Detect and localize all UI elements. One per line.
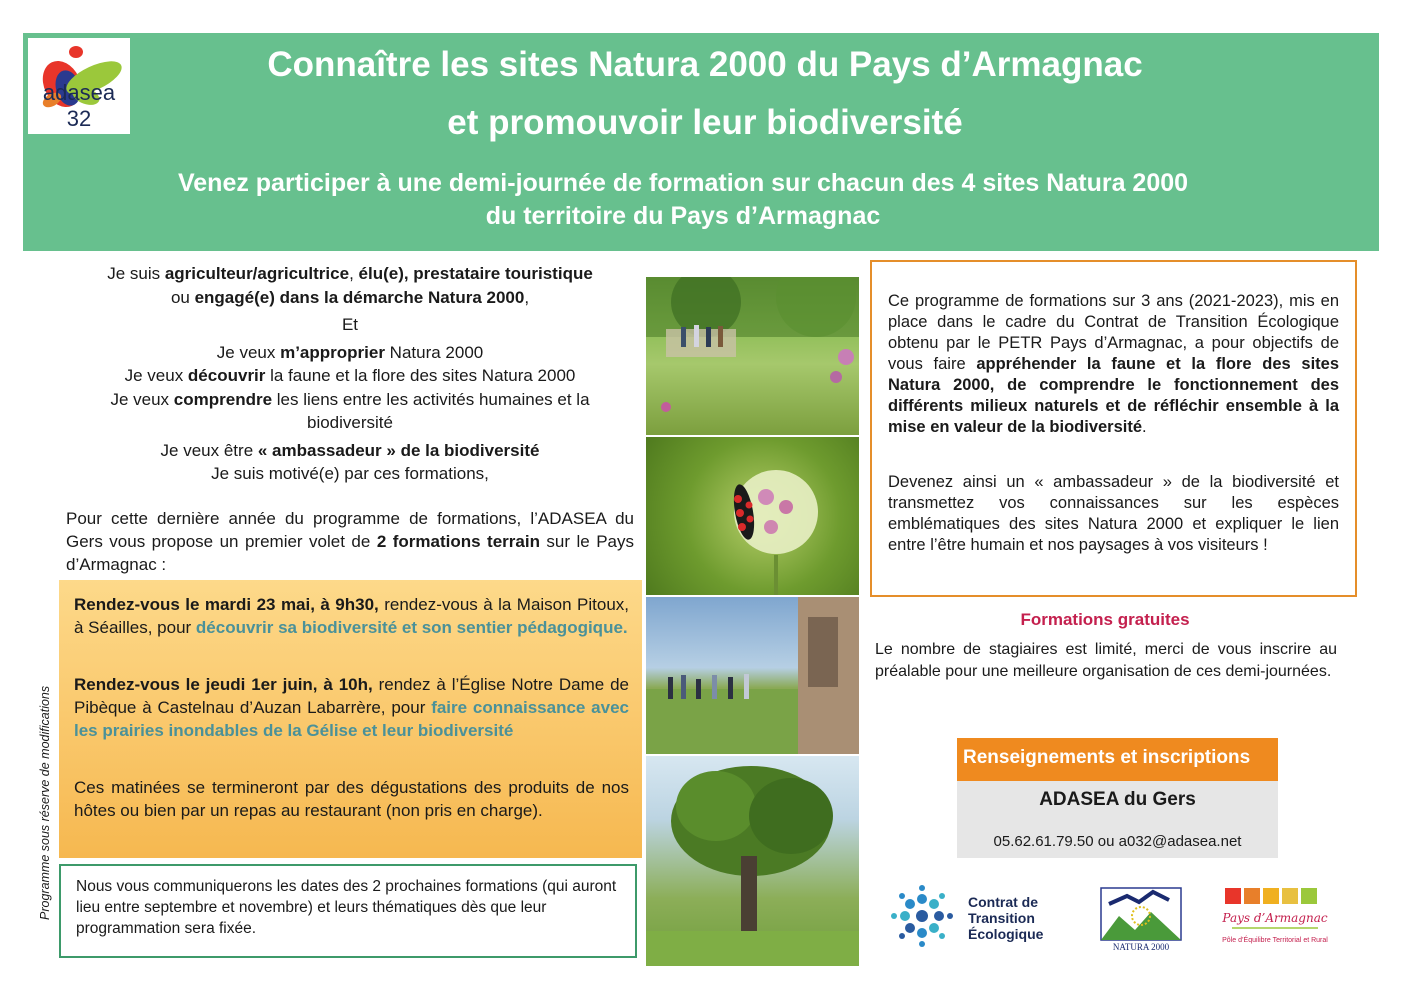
photo-field-visit bbox=[646, 597, 859, 754]
intro-line: Je suis agriculteur/agricultrice, élu(e), prestataire touristique bbox=[107, 264, 593, 283]
session-1: Rendez-vous le mardi 23 mai, à 9h30, rendez-vous à la Maison Pitoux, à Séailles, pour découvrir sa biodiversité et son sentier pédagogique. bbox=[74, 595, 629, 637]
intro-line: ou engagé(e) dans la démarche Natura 2000, bbox=[170, 287, 530, 307]
info-contact[interactable]: 05.62.61.79.50 ou a032@adasea.net bbox=[993, 833, 1242, 850]
intro-line: Je veux m’approprier Natura 2000 bbox=[216, 342, 484, 362]
ctef-flower-icon bbox=[882, 884, 962, 948]
main-title-line-2: et promouvoir leur biodiversité bbox=[447, 103, 963, 142]
info-header: Renseignements et inscriptions bbox=[957, 738, 1278, 781]
intro-line: Je suis motivé(e) par ces formations, bbox=[211, 464, 489, 483]
pays-sublabel: Pôle d’Équilibre Territorial et Rural bbox=[1222, 937, 1328, 944]
intro-block bbox=[60, 262, 640, 486]
vertical-disclaimer: Programme sous réserve de modifications bbox=[38, 685, 52, 920]
adasea-logo bbox=[28, 38, 130, 134]
main-title-line-1: Connaître les sites Natura 2000 du Pays d’Armagnac bbox=[267, 45, 1143, 84]
free-text: Le nombre de stagiaires est limité, merci de vous inscrire au préalable pour une meilleure organisation de ces demi-journées. bbox=[875, 641, 1337, 680]
program-description: Ce programme de formations sur 3 ans (2021-2023), mis en place dans le cadre du Contrat de Transition Écologique obtenu par le PETR Pays d’Armagnac, a pour objectifs de vous faire appréhender la faune et la flore des sites Natura 2000, de comprendre le fonctionnement des différents milieux naturels et de réfléchir ensemble à la mise en valeur de la biodiversité. bbox=[888, 292, 1339, 436]
intro-line: Je veux comprendre les liens entre les activités humaines et la biodiversité bbox=[110, 389, 590, 432]
ambassador-text: Devenez ainsi un « ambassadeur » de la biodiversité et transmettez vos connaissances sur les espèces emblématiques des sites Natura 2000 et expliquer le lien entre l’être humain et nos paysages à vos visiteurs ! bbox=[888, 473, 1339, 554]
next-dates-text: Nous vous communiquerons les dates des 2 prochaines formations (qui auront lieu entre septembre et novembre) et leurs thématiques dès que leur programmation sera fixée. bbox=[76, 878, 617, 937]
natura-label: NATURA 2000 bbox=[1112, 942, 1170, 952]
ctef-text: Contrat de Transition Écologique bbox=[968, 894, 1044, 942]
session-2: Rendez-vous le jeudi 1er juin, à 10h, rendez à l’Église Notre Dame de Pibèque à Castelnau d’Auzan Labarrère, pour faire connaissance avec les prairies inondables de la Gélise et leur biodiversité bbox=[74, 675, 629, 740]
intro-line: Je veux découvrir la faune et la flore des sites Natura 2000 bbox=[124, 366, 576, 385]
subtitle-line-1: Venez participer à une demi-journée de formation sur chacun des 4 sites Natura 2000 bbox=[177, 169, 1189, 197]
tasting-note: Ces matinées se termineront par des dégustations des produits de nos hôtes ou bien par un repas au restaurant (non pris en charge). bbox=[74, 778, 629, 820]
program-paragraph: Pour cette dernière année du programme de formations, l’ADASEA du Gers vous propose un premier volet de 2 formations terrain sur le Pays d’Armagnac : bbox=[66, 509, 634, 574]
photo-meadow-group bbox=[646, 277, 859, 435]
pays-armagnac-logo bbox=[1220, 886, 1330, 952]
intro-line: Et bbox=[341, 315, 359, 334]
photo-lone-tree bbox=[646, 756, 859, 966]
photo-burnet-moth bbox=[646, 437, 859, 595]
subtitle-line-2: du territoire du Pays d’Armagnac bbox=[485, 202, 881, 230]
natura-2000-logo bbox=[1099, 886, 1183, 952]
pays-label: Pays d’Armagnac bbox=[1222, 911, 1328, 925]
intro-line: Je veux être « ambassadeur » de la biodiversité bbox=[160, 440, 540, 460]
free-title: Formations gratuites bbox=[1020, 610, 1190, 629]
logo-text: adasea 32 bbox=[42, 80, 116, 131]
info-org-name: ADASEA du Gers bbox=[1039, 789, 1196, 810]
